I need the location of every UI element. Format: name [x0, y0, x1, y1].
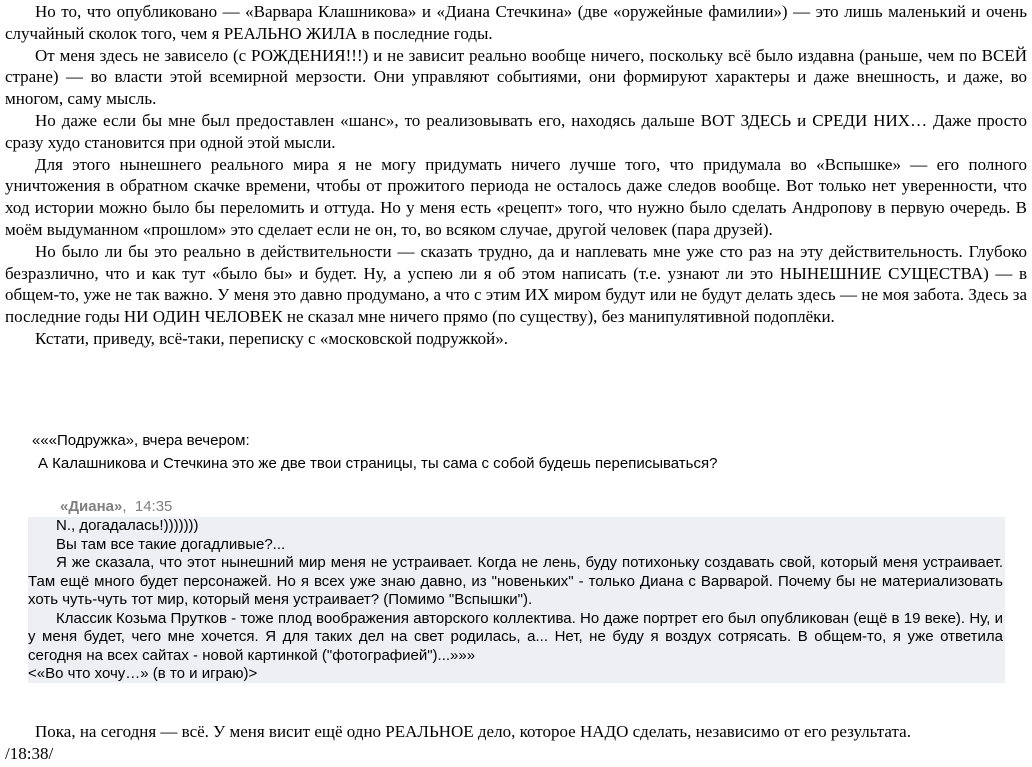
reply-line: Вы там все такие догадливые?...: [56, 535, 286, 553]
reply-message-box: [28, 517, 1005, 683]
article-paragraph: Но даже если бы мне был предоставлен «шанс», то реализовывать его, находясь дальше ВОТ ЗДЕСЬ и СРЕДИ НИХ… Даже просто сразу худо становится при одной этой мысли.: [5, 110, 1027, 152]
closing-section: [5, 721, 1027, 765]
reply-paragraph: Классик Козьма Прутков - тоже плод воображения авторского коллектива. Но даже портрет его был опубликован (ещё в 19 веке). Ну, и у меня будет, чего мне хочется. Я для таких дел на свет родилась, а... Нет, не буду я воздух сотрясать. В общем-то, я уже ответила сегодня на всех сайтах - новой картинкой ("фотографией")...»»»: [28, 609, 1003, 664]
reply-paragraph: Я же сказала, что этот нынешний мир меня не устраивает. Когда не лень, буду потихоньку создавать свой, который меня устраивает. Там ещё много будет персонажей. Но я всех уже знаю давно, из "новеньких" - только Диана с Варварой. Почему бы не материализовать хоть чуть-чуть тот мир, который меня устраивает? (Помимо "Вспышки").: [28, 554, 1003, 608]
closing-text: Пока, на сегодня — всё. У меня висит ещё одно РЕАЛЬНОЕ дело, которое НАДО сделать, независимо от его результата.: [35, 722, 911, 741]
reply-time: 14:35: [134, 498, 173, 515]
article-paragraph: Для этого нынешнего реального мира я не могу придумать ничего лучше того, что придумала во «Вспышке» — его полного уничтожения в обратном скачке времени, чтобы от прожитого периода не осталось даже следов вообще. Вот только нет уверенности, что ход истории можно было бы переломить и оттуда. Но у меня есть «рецепт» того, что нужно было сделать Андропову в первую очередь. В моём выдуманном «прошлом» это сделает если не он, то, во всяком случае, другой человек (пара друзей).: [5, 154, 1027, 239]
reply-meta: [60, 498, 172, 517]
article-paragraph: Но то, что опубликовано — «Варвара Клашникова» и «Диана Стечкина» (две «оружейные фамилии») — это лишь маленький и очень случайный сколок того, чем я РЕАЛЬНО ЖИЛА в последние годы.: [5, 2, 1027, 43]
article-paragraph: От меня здесь не зависело (с РОЖДЕНИЯ!!!) и не зависит реально вообще ничего, поскольку всё было издавна (раньше, чем по ВСЕЙ стране) — во власти этой всемирной мерзости. Они управляют событиями, они формируют характеры и даже внешность, и даже, во многом, саму мысль.: [5, 45, 1027, 109]
quote-message: А Калашникова и Стечкина это же две твои страницы, ты сама с собой будешь переписываться?: [38, 455, 718, 472]
reply-line: N., догадалась!))))))): [56, 517, 199, 534]
article-paragraph: Но было ли бы это реально в действительности — сказать трудно, да и наплевать мне уже сто раз на эту действительность. Глубоко безразлично, что и как тут «было бы» и будет. Ну, а успею ли я об этом написать (т.е. узнают ли это НЫНЕШНИЕ СУЩЕСТВА) — в общем-то, уже не так важно. У меня это давно продумано, а что с этим ИХ миром будут или не будут делать здесь — не моя забота. Здесь за последние годы НИ ОДИН ЧЕЛОВЕК не сказал мне ничего прямо (по существу), без манипулятивной подоплёки.: [5, 241, 1027, 327]
closing-timestamp: /18:38/: [5, 743, 54, 763]
article-paragraph: Кстати, приведу, всё-таки, переписку с «московской подружкой».: [35, 328, 508, 348]
reply-tail: <«Во что хочу…» (в то и играю)>: [28, 665, 258, 682]
quote-header: «««Подружка», вчера вечером:: [32, 432, 250, 449]
reply-author[interactable]: «Диана»: [60, 498, 123, 515]
reply-separator: ,: [122, 498, 127, 515]
article-body: [5, 1, 1027, 350]
